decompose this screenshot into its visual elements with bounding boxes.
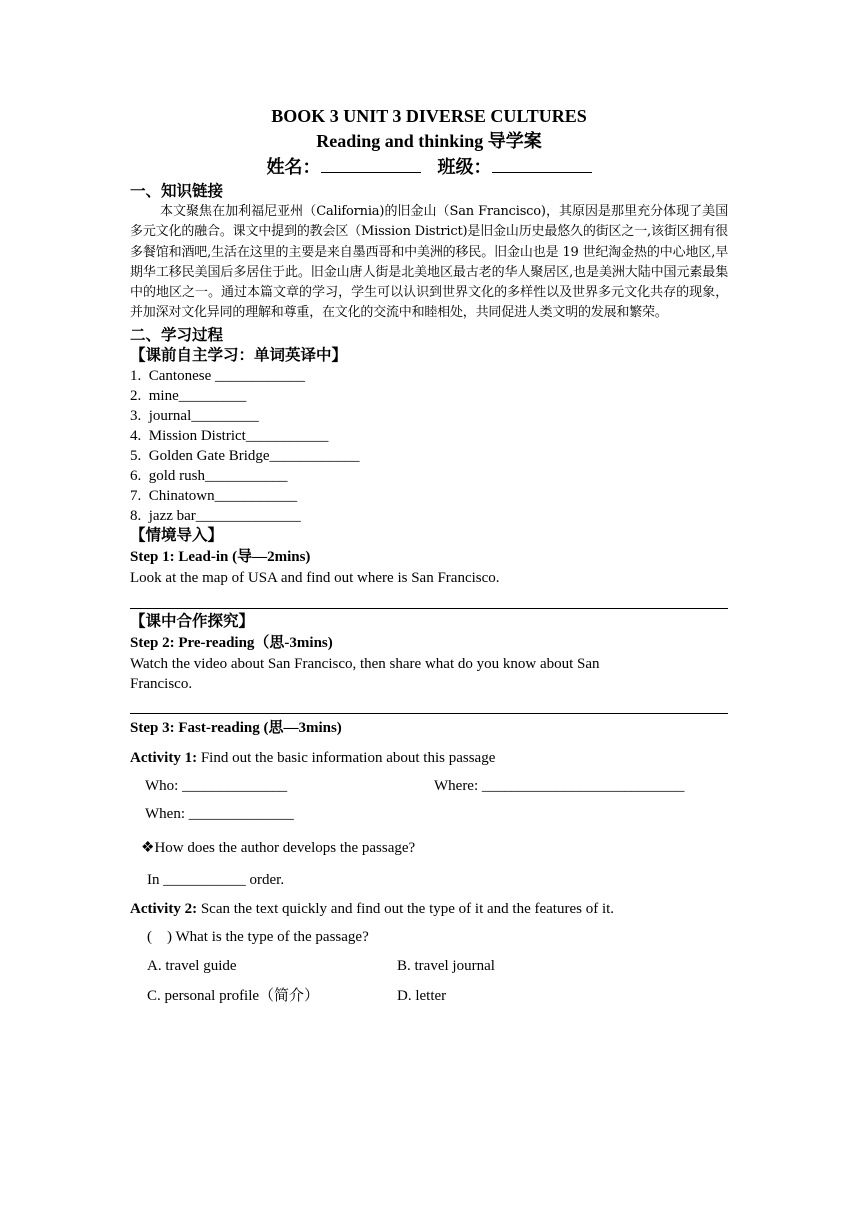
- activity2-line: [130, 899, 728, 919]
- step2-text-1: Watch the video about San Francisco, then share what do you know about San: [130, 655, 600, 672]
- vocab-item: 8. jazz bar______________: [130, 507, 301, 524]
- who-field[interactable]: Who: ______________: [145, 777, 288, 794]
- coop-heading: 【课中合作探究】: [130, 612, 255, 630]
- step2-title: Step 2: Pre-reading（思-3mins): [130, 634, 333, 651]
- bullet-icon: ❖: [141, 839, 155, 856]
- scene-heading: 【情境导入】: [130, 526, 224, 544]
- name-blank[interactable]: [321, 154, 421, 173]
- page-title: BOOK 3 UNIT 3 DIVERSE CULTURES: [271, 106, 587, 126]
- page-subtitle: Reading and thinking 导学案: [316, 131, 542, 151]
- when-field[interactable]: When: ______________: [145, 805, 294, 822]
- class-label: 班级：: [437, 157, 492, 177]
- intro-paragraph: 本文聚焦在加利福尼亚州（California)的旧金山（San Francisco)，其原因是那里充分体现了美国多元文化的融合。课文中提到的教会区（Mission District)是旧金山历史最悠久的街区之一,该街区拥有很多餐馆和酒吧,生活在这里的主要是来自墨西哥和中美洲的移民。旧金山也是 19 世纪淘金热的中心地区,早期华工移民美国后多居住于此。旧金山唐人街是北美地区最古老的华人聚居区,也是美洲大陆中国元素最集中的地区之一。通过本篇文章的学习，学生可以认识到世界文化的多样性以及世界多元文化共存的现象，并加深对文化异同的理解和尊重，在文化的交流中和睦相处，共同促进人类文明的发展和繁荣。: [130, 204, 728, 321]
- vocab-item: 5. Golden Gate Bridge____________: [130, 447, 360, 464]
- type-question: ( ) What is the type of the passage?: [147, 928, 369, 945]
- option-b: B. travel journal: [397, 957, 495, 974]
- step2-text-2: Francisco.: [130, 675, 193, 692]
- vocab-item: 7. Chinatown___________: [130, 487, 298, 504]
- where-field[interactable]: Where: ___________________________: [434, 777, 685, 794]
- activity1-line: [130, 748, 728, 768]
- section1-heading: 一、知识链接: [130, 183, 224, 200]
- name-class-line: [130, 154, 728, 180]
- section2-heading: 二、学习过程: [130, 326, 224, 344]
- develop-question: ❖How does the author develops the passage?: [141, 839, 416, 856]
- step3-title: Step 3: Fast-reading (思—3mins): [130, 719, 342, 736]
- worksheet-page: [130, 103, 728, 1006]
- activity2-text: Scan the text quickly and find out the type of it and the features of it.: [197, 900, 615, 917]
- vocab-item: 4. Mission District___________: [130, 427, 329, 444]
- options-row-2: [147, 986, 728, 1006]
- order-field[interactable]: In ___________ order.: [147, 871, 285, 888]
- class-blank[interactable]: [492, 154, 592, 173]
- answer-line[interactable]: [130, 608, 728, 609]
- vocab-list: [130, 366, 728, 526]
- name-label: 姓名：: [266, 157, 321, 177]
- option-a: A. travel guide: [147, 957, 237, 974]
- option-c: C. personal profile（简介）: [147, 987, 320, 1004]
- vocab-item: 6. gold rush___________: [130, 467, 288, 484]
- vocab-heading: 【课前自主学习：单词英译中】: [130, 346, 348, 364]
- option-d: D. letter: [397, 987, 447, 1004]
- activity1-text: Find out the basic information about this passage: [197, 749, 496, 766]
- step1-text: Look at the map of USA and find out where is San Francisco.: [130, 569, 500, 586]
- activity2-label: Activity 2:: [130, 900, 198, 917]
- answer-line[interactable]: [130, 713, 728, 714]
- vocab-item: 3. journal_________: [130, 407, 259, 424]
- vocab-item: 2. mine_________: [130, 387, 247, 404]
- options-row-1: [147, 956, 728, 976]
- vocab-item: 1. Cantonese ____________: [130, 367, 305, 384]
- who-where-row: [145, 776, 728, 796]
- step1-title: Step 1: Lead-in (导—2mins): [130, 548, 311, 565]
- activity1-label: Activity 1:: [130, 749, 198, 766]
